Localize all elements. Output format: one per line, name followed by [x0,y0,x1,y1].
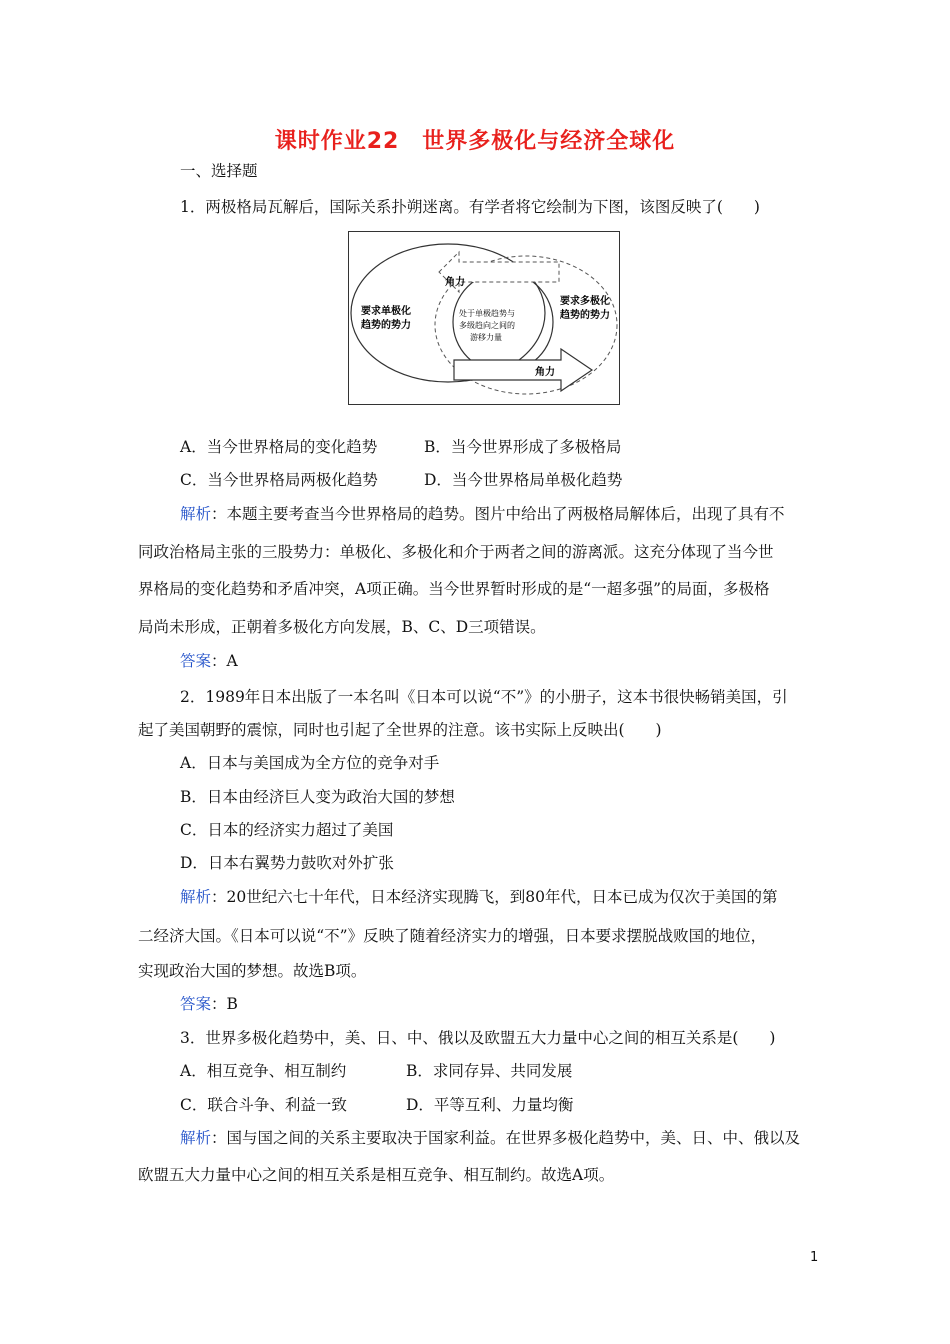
analysis-text: ：本题主要考查当今世界格局的趋势。图片中给出了两极格局解体后，出现了具有不 [211,505,785,523]
q1-analysis-line-3: 界格局的变化趋势和矛盾冲突，A项正确。当今世界暂时形成的是“一超多强”的局面，多极格 [138,580,770,598]
q1-analysis-line-1 [180,503,785,525]
analysis-text: ：20世纪六七十年代，日本经济实现腾飞，到80年代，日本已成为仅次于美国的第 [211,888,778,906]
q1-stem: 1．两极格局瓦解后，国际关系扑朔迷离。有学者将它绘制为下图，该图反映了( ) [180,198,760,216]
arrow-top-label: 角力 [445,277,465,288]
q2-option-b: B．日本由经济巨人变为政治大国的梦想 [180,788,455,806]
answer-label: 答案 [180,995,212,1013]
q2-analysis-line-1 [180,886,777,908]
answer-text: ：B [211,995,238,1013]
q3-option-a: A．相互竞争、相互制约 [180,1062,347,1080]
page-title: 课时作业22 世界多极化与经济全球化 [274,129,676,154]
q2-analysis-line-3: 实现政治大国的梦想。故选B项。 [138,962,367,980]
page-number: 1 [810,1250,819,1265]
answer-text: ：A [211,652,238,670]
q2-answer [180,993,238,1015]
right-label-2: 趋势的势力 [560,310,610,321]
q1-analysis-line-2: 同政治格局主张的三股势力：单极化、多极化和介于两者之间的游离派。这充分体现了当今世 [138,543,774,561]
center-label-3: 游移力量 [470,333,502,342]
venn-diagram-svg [349,232,619,404]
analysis-label: 解析 [180,505,212,523]
q2-option-c: C．日本的经济实力超过了美国 [180,821,394,839]
center-label-1: 处于单极趋势与 [459,309,515,318]
q1-answer [180,650,238,672]
answer-label: 答案 [180,652,212,670]
q2-stem-line-2: 起了美国朝野的震惊，同时也引起了全世界的注意。该书实际上反映出( ) [138,721,662,739]
q1-option-c: C．当今世界格局两极化趋势 [180,471,378,489]
analysis-text: ：国与国之间的关系主要取决于国家利益。在世界多极化趋势中，美、日、中、俄以及 [211,1129,801,1147]
q3-analysis-line-2: 欧盟五大力量中心之间的相互关系是相互竞争、相互制约。故选A项。 [138,1166,615,1184]
right-label-1: 要求多极化 [560,296,610,307]
q3-option-c: C．联合斗争、利益一致 [180,1096,347,1114]
q1-option-a: A．当今世界格局的变化趋势 [180,438,378,456]
q3-option-d: D．平等互利、力量均衡 [406,1096,574,1114]
analysis-label: 解析 [180,888,212,906]
arrow-bottom-label: 角力 [535,367,555,378]
q1-option-d: D．当今世界格局单极化趋势 [424,471,623,489]
q2-analysis-line-2: 二经济大国。《日本可以说“不”》反映了随着经济实力的增强，日本要求摆脱战败国的地位， [138,927,767,945]
q3-stem: 3．世界多极化趋势中，美、日、中、俄以及欧盟五大力量中心之间的相互关系是( ) [180,1029,776,1047]
center-label-2: 多级趋向之间的 [459,321,515,330]
q2-option-a: A．日本与美国成为全方位的竞争对手 [180,754,440,772]
section-heading: 一、选择题 [180,162,258,180]
q2-stem-line-1: 2．1989年日本出版了一本名叫《日本可以说“不”》的小册子，这本书很快畅销美国，引 [180,688,788,706]
q1-diagram [348,231,620,405]
q3-analysis-line-1 [180,1127,800,1149]
q1-option-b: B．当今世界形成了多极格局 [424,438,622,456]
q2-option-d: D．日本右翼势力鼓吹对外扩张 [180,854,394,872]
q1-analysis-line-4: 局尚未形成，正朝着多极化方向发展，B、C、D三项错误。 [138,618,546,636]
left-label-1: 要求单极化 [361,306,411,317]
q3-option-b: B．求同存异、共同发展 [406,1062,573,1080]
analysis-label: 解析 [180,1129,212,1147]
left-label-2: 趋势的势力 [361,320,411,331]
arrow-bottom-right [454,349,592,391]
